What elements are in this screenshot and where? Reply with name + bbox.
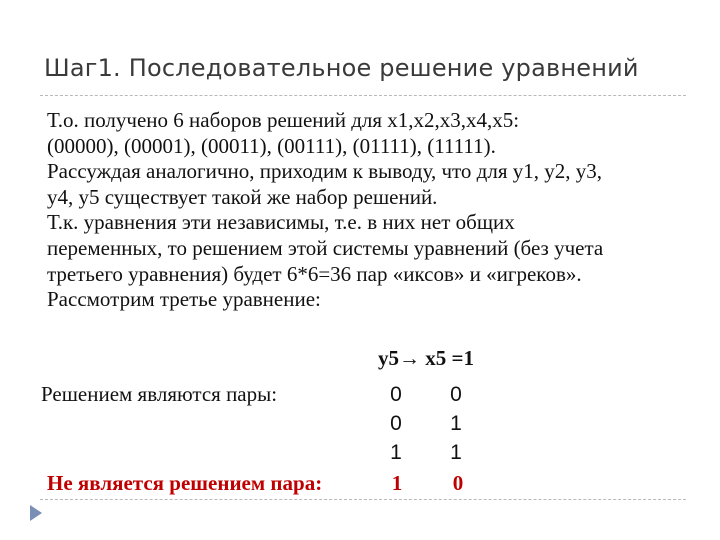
body-line: третьего уравнения) будет 6*6=36 пар «иксов» и «игреков».	[47, 261, 582, 286]
body-line: (00000), (00001), (00011), (00111), (01111), (11111).	[47, 133, 496, 158]
pair-y-value: 1	[390, 441, 402, 464]
body-line: y4, y5 существует такой же набор решений.	[47, 184, 438, 209]
body-text	[47, 108, 697, 313]
non-solution-y-value: 1	[391, 471, 403, 495]
equation: y5→ x5 =1	[378, 346, 474, 370]
slide-title: Шаг1. Последовательное решение уравнений	[44, 54, 639, 82]
next-slide-arrow-icon[interactable]	[30, 505, 42, 521]
pair-y-value: 0	[390, 383, 402, 406]
pair-x-value: 1	[450, 412, 462, 435]
pair-y-value: 0	[390, 412, 402, 435]
pair-x-value: 0	[450, 383, 462, 406]
footer-divider	[40, 499, 686, 500]
body-line: Т.к. уравнения эти независимы, т.е. в них нет общих	[47, 210, 515, 235]
solutions-label: Решением являются пары:	[41, 382, 278, 406]
body-line: Рассмотрим третье уравнение:	[47, 287, 321, 312]
pair-x-value: 1	[450, 441, 462, 464]
non-solution-x-value: 0	[452, 471, 464, 495]
title-divider	[40, 95, 686, 96]
non-solution-label: Не является решением пара:	[47, 471, 323, 495]
body-line: Т.о. получено 6 наборов решений для x1,x2,x3,x4,x5:	[47, 108, 520, 132]
body-line: Рассуждая аналогично, приходим к выводу, что для y1, y2, y3,	[47, 159, 603, 184]
body-line: переменных, то решением этой системы уравнений (без учета	[47, 235, 604, 260]
